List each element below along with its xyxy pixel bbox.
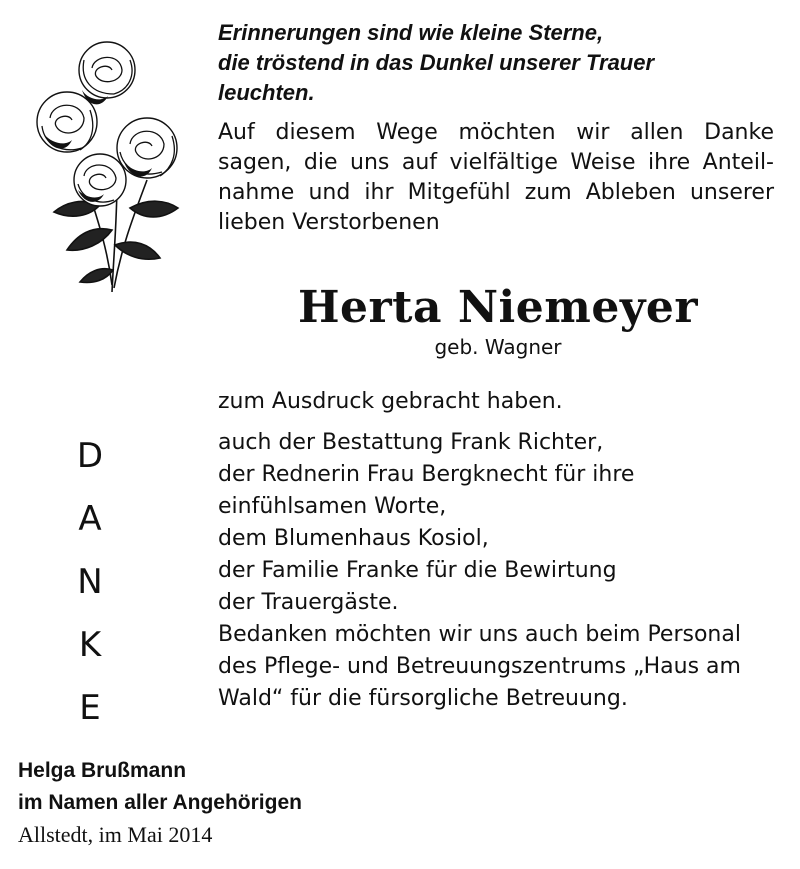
quote-line: die tröstend in das Dunkel unserer Trauer [218, 50, 655, 75]
quote-line: leuchten. [218, 80, 315, 105]
deceased-name: Herta Niemeyer [297, 282, 699, 333]
roses-illustration [22, 30, 202, 300]
thanks-intro [218, 118, 774, 238]
danke-letter: N [77, 562, 103, 602]
thanks-line: Bedanken möchten wir uns auch beim Personal [218, 622, 741, 647]
danke-letter: E [79, 688, 101, 728]
danke-letter: D [76, 436, 104, 476]
signature-behalf: im Namen aller Angehörigen [18, 791, 302, 814]
intro-line: Auf diesem Wege möchten wir allen Danke [218, 120, 774, 145]
roses-icon [22, 30, 202, 300]
thanks-line: einfühlsamen Worte, [218, 494, 447, 519]
intro-line: nahme und ihr Mitgefühl zum Ableben unserer [218, 180, 774, 205]
place-date: Allstedt, im Mai 2014 [18, 822, 213, 847]
thanks-line: der Familie Franke für die Bewirtung [218, 558, 617, 583]
thanks-line: dem Blumenhaus Kosiol, [218, 526, 489, 551]
thanks-line: Wald“ für die fürsorgliche Betreuung. [218, 686, 628, 711]
danke-vertical [60, 436, 120, 751]
quote-line: Erinnerungen sind wie kleine Sterne, [218, 20, 604, 45]
danke-letter: A [78, 499, 102, 539]
thanks-line: des Pflege- und Betreuungszentrums „Haus am [218, 654, 741, 679]
thanks-line: der Rednerin Frau Bergknecht für ihre [218, 462, 635, 487]
birth-name: geb. Wagner [434, 335, 562, 359]
memorial-quote [218, 18, 778, 108]
signature-name: Helga Brußmann [18, 759, 187, 782]
intro-line: lieben Verstorbenen [218, 210, 440, 235]
signature-block [18, 755, 302, 819]
intro-line: sagen, die uns auf vielfältige Weise ihre Anteil- [218, 150, 774, 175]
thanks-line: auch der Bestattung Frank Richter, [218, 430, 604, 455]
thanks-list [218, 427, 784, 715]
thanks-line: der Trauergäste. [218, 590, 399, 615]
danke-letter: K [78, 625, 102, 665]
expression-line: zum Ausdruck gebracht haben. [218, 389, 563, 414]
